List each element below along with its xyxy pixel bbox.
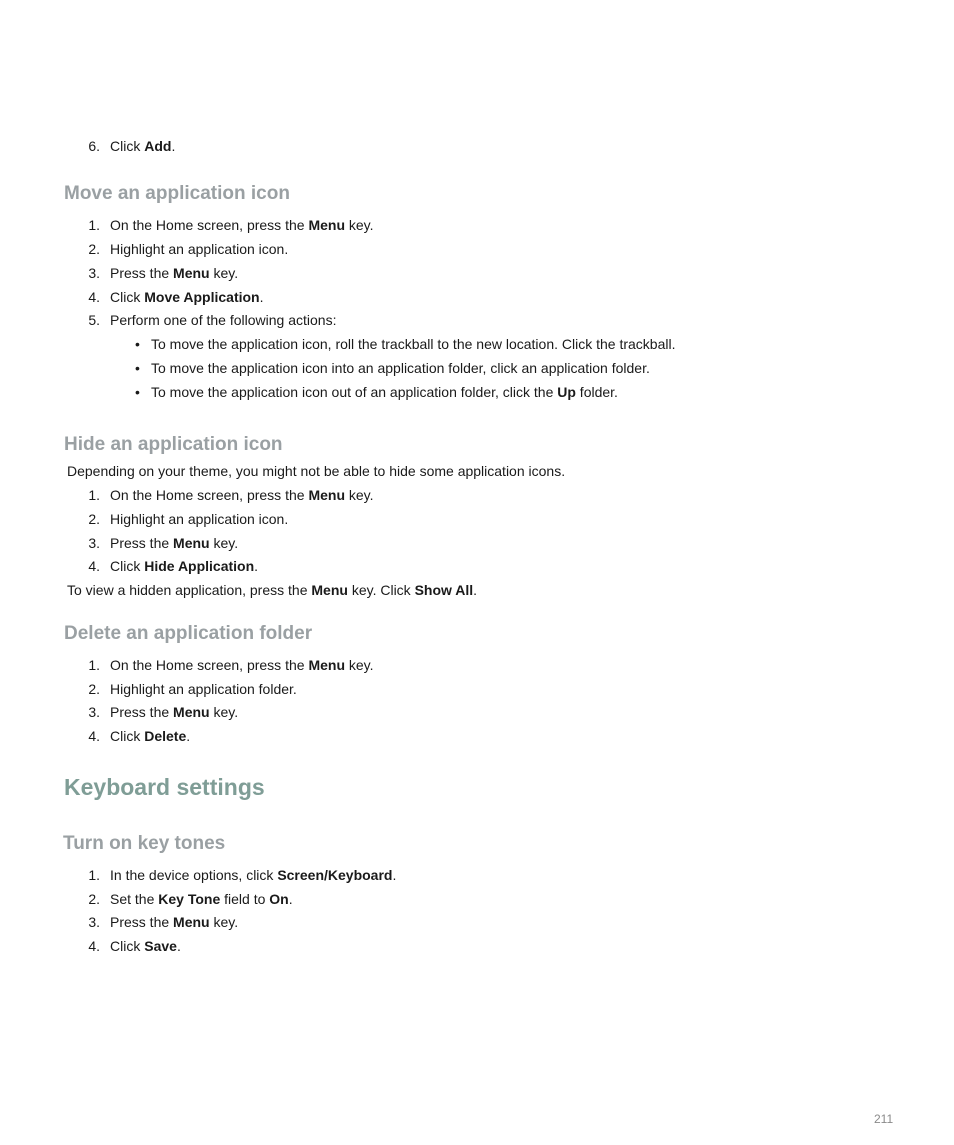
step-text-plain: key. xyxy=(345,217,374,233)
step-text xyxy=(110,703,238,721)
bullet-text-bold: Up xyxy=(557,384,576,400)
step-text-plain: . xyxy=(176,938,181,954)
step-number: 3. xyxy=(88,265,100,281)
page-number: 211 xyxy=(874,1112,894,1126)
step-text xyxy=(110,913,238,931)
step-number: 1. xyxy=(88,657,100,673)
step-text-bold: Hide Application xyxy=(144,558,255,574)
note-text-plain: key. Click xyxy=(347,582,415,598)
step-text-plain: Click xyxy=(110,728,145,744)
step-text-plain: Perform one of the following actions: xyxy=(110,312,337,328)
step-text-bold: Screen/Keyboard xyxy=(277,867,393,883)
step-text-plain: . xyxy=(186,728,191,744)
bullet-dot-icon: • xyxy=(135,336,140,352)
step-text-bold: Menu xyxy=(308,217,345,233)
step-text-plain: Press the xyxy=(110,704,174,720)
step-text xyxy=(110,866,396,884)
step-text-plain: key. xyxy=(345,487,374,503)
step-text-bold: Save xyxy=(144,938,177,954)
step-number: 1. xyxy=(88,217,100,233)
step-text-bold: Menu xyxy=(308,487,345,503)
step-text-plain: . xyxy=(259,289,264,305)
step-text xyxy=(110,264,238,282)
step-text-bold: Move Application xyxy=(144,289,260,305)
section-heading-key-tones: Turn on key tones xyxy=(63,833,226,854)
step-text-plain: Click xyxy=(110,938,145,954)
step-text-bold: Menu xyxy=(308,657,345,673)
step-text xyxy=(110,727,190,745)
step-number: 2. xyxy=(88,681,100,697)
step-text xyxy=(110,486,374,504)
step-text-plain: key. xyxy=(209,914,239,930)
section-heading-move-icon: Move an application icon xyxy=(64,183,290,204)
step-text xyxy=(110,890,293,908)
step-text-bold: Delete xyxy=(144,728,187,744)
step-text-plain: Click xyxy=(110,558,145,574)
bullet-text-plain: To move the application icon, roll the trackball to the new location. Click the trackball. xyxy=(151,336,676,352)
step-text-plain: Set the xyxy=(110,891,159,907)
step-text-plain: . xyxy=(392,867,397,883)
step-text-plain: key. xyxy=(209,704,239,720)
step-number: 1. xyxy=(88,487,100,503)
step-number: 6. xyxy=(88,138,100,154)
step-text xyxy=(110,288,264,306)
step-text-plain: . xyxy=(288,891,293,907)
step-text-plain: On the Home screen, press the xyxy=(110,487,309,503)
step-text-plain: On the Home screen, press the xyxy=(110,657,309,673)
bullet-text xyxy=(151,383,618,401)
step-text-plain: Press the xyxy=(110,535,174,551)
step-text-plain: key. xyxy=(209,535,239,551)
bullet-text xyxy=(151,359,650,377)
note-text-bold: Menu xyxy=(311,582,348,598)
step-text-plain: Highlight an application icon. xyxy=(110,511,289,527)
step-text-bold: Add xyxy=(144,138,172,154)
step-text xyxy=(110,510,288,528)
section-heading-delete-folder: Delete an application folder xyxy=(64,623,313,644)
step-text-bold: Menu xyxy=(173,265,210,281)
bullet-text-plain: To move the application icon out of an application folder, click the xyxy=(151,384,558,400)
bullet-text xyxy=(151,335,676,353)
bullet-text-plain: To move the application icon into an application folder, click an application folder. xyxy=(151,360,650,376)
step-text xyxy=(110,557,258,575)
step-text-plain: Press the xyxy=(110,914,174,930)
step-text xyxy=(110,937,181,955)
step-text xyxy=(110,137,175,155)
step-number: 1. xyxy=(88,867,100,883)
step-text-plain: key. xyxy=(345,657,374,673)
step-number: 4. xyxy=(88,558,100,574)
step-text-plain: Click xyxy=(110,289,145,305)
step-number: 2. xyxy=(88,241,100,257)
step-number: 2. xyxy=(88,511,100,527)
step-text-plain: field to xyxy=(220,891,270,907)
step-number: 2. xyxy=(88,891,100,907)
bullet-dot-icon: • xyxy=(135,360,140,376)
section-intro-text: Depending on your theme, you might not be able to hide some application icons. xyxy=(67,463,566,479)
section-heading-hide-icon: Hide an application icon xyxy=(64,434,283,455)
step-text-plain: In the device options, click xyxy=(110,867,278,883)
step-text xyxy=(110,534,238,552)
note-text-plain: . xyxy=(473,582,478,598)
chapter-heading-keyboard-settings: Keyboard settings xyxy=(64,774,265,800)
step-number: 4. xyxy=(88,728,100,744)
step-number: 3. xyxy=(88,914,100,930)
step-text-plain: . xyxy=(254,558,259,574)
step-text-bold: Menu xyxy=(173,704,210,720)
step-number: 4. xyxy=(88,938,100,954)
step-text-bold: On xyxy=(269,891,289,907)
step-text-plain: Click xyxy=(110,138,145,154)
bullet-text-plain: folder. xyxy=(575,384,618,400)
section-note-text xyxy=(67,581,477,599)
step-text-bold: Menu xyxy=(173,535,210,551)
step-text-plain: Press the xyxy=(110,265,174,281)
step-text xyxy=(110,680,297,698)
step-number: 3. xyxy=(88,535,100,551)
bullet-dot-icon: • xyxy=(135,384,140,400)
step-text-plain: Highlight an application folder. xyxy=(110,681,297,697)
step-text-plain: . xyxy=(171,138,176,154)
step-text xyxy=(110,656,374,674)
step-text-plain: On the Home screen, press the xyxy=(110,217,309,233)
step-text-plain: Highlight an application icon. xyxy=(110,241,289,257)
step-text-bold: Key Tone xyxy=(158,891,221,907)
note-text-plain: To view a hidden application, press the xyxy=(67,582,312,598)
step-text-plain: key. xyxy=(209,265,239,281)
step-text-bold: Menu xyxy=(173,914,210,930)
step-number: 4. xyxy=(88,289,100,305)
note-text-bold: Show All xyxy=(414,582,474,598)
step-number: 5. xyxy=(88,312,100,328)
step-text xyxy=(110,216,374,234)
step-number: 3. xyxy=(88,704,100,720)
step-text xyxy=(110,311,336,329)
step-text xyxy=(110,240,288,258)
